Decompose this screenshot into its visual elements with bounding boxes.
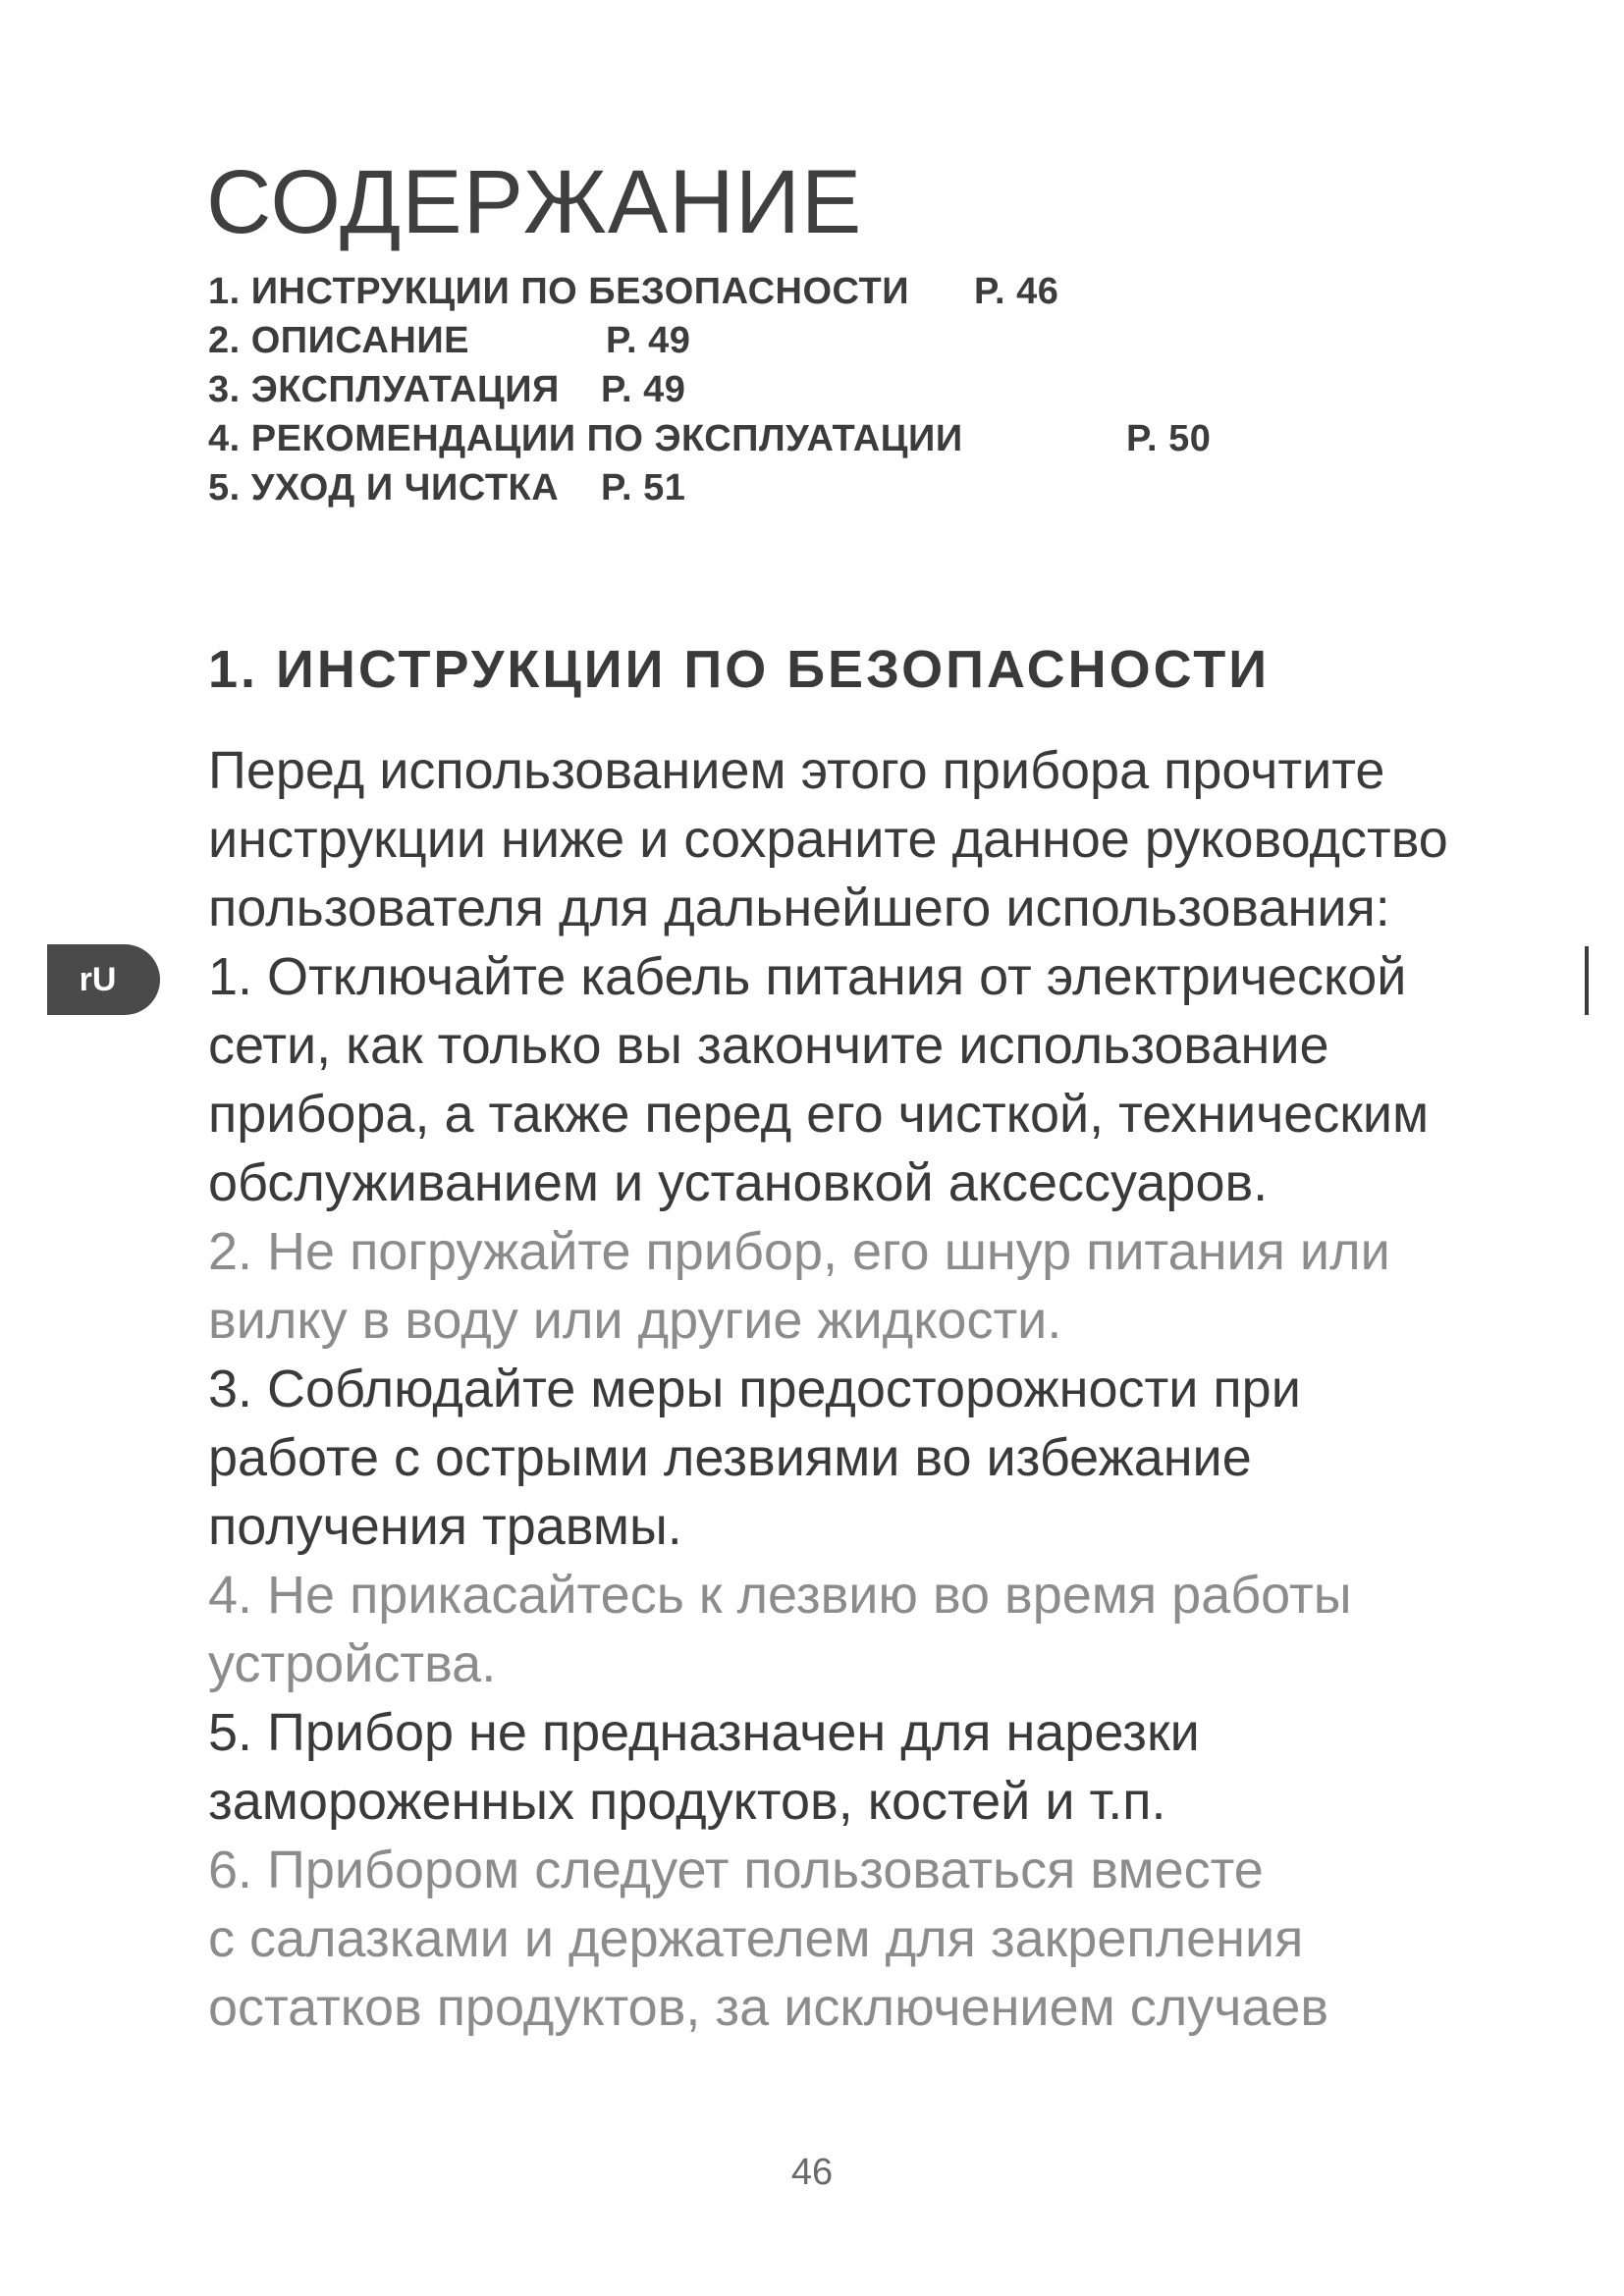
toc-item-page: P. 46 (974, 271, 1059, 312)
language-tab: rU (47, 944, 160, 1015)
toc-item-page: P. 49 (601, 369, 686, 410)
toc-item-page: P. 50 (1126, 418, 1212, 459)
text-line: замороженных продуктов, костей и т.п. (208, 1772, 1166, 1831)
text-line: 3. Соблюдайте меры предосторожности при (208, 1360, 1301, 1418)
text-line: 5. Прибор не предназначен для нарезки (208, 1703, 1200, 1762)
intro-paragraph (208, 736, 1524, 942)
toc-item-page: P. 49 (606, 320, 691, 361)
toc-item (208, 414, 1212, 463)
text-line: инструкции ниже и сохраните данное руководство (208, 810, 1448, 869)
instruction-item-5 (208, 1698, 1524, 1836)
toc-item-label: 3. ЭКСПЛУАТАЦИЯ (208, 369, 560, 410)
text-line: сети, как только вы закончите использование (208, 1016, 1329, 1075)
text-line: Перед использованием этого прибора прочтите (208, 741, 1385, 800)
instruction-item-6 (208, 1836, 1524, 2042)
section-heading: 1. ИНСТРУКЦИИ ПО БЕЗОПАСНОСТИ (208, 640, 1271, 699)
instruction-item-3 (208, 1355, 1524, 1561)
text-line: 4. Не прикасайтесь к лезвию во время работы (208, 1566, 1352, 1625)
text-line: пользователя для дальнейшего использования: (208, 879, 1390, 937)
toc-item-label: 4. РЕКОМЕНДАЦИИ ПО ЭКСПЛУАТАЦИИ (208, 418, 963, 459)
text-line: остатков продуктов, за исключением случаев (208, 1978, 1329, 2037)
toc-title: СОДЕРЖАНИЕ (206, 152, 863, 252)
text-line: 1. Отключайте кабель питания от электрической (208, 947, 1407, 1006)
toc-item-page: P. 51 (601, 467, 686, 508)
toc-item (208, 463, 963, 512)
text-line: получения травмы. (208, 1497, 682, 1556)
instruction-item-2 (208, 1217, 1524, 1355)
toc-item-label: 1. ИНСТРУКЦИИ ПО БЕЗОПАСНОСТИ (208, 271, 910, 312)
instruction-item-1 (208, 942, 1524, 1217)
text-line: прибора, а также перед его чисткой, техническим (208, 1085, 1430, 1144)
toc-item-label: 2. ОПИСАНИЕ (208, 320, 469, 361)
table-of-contents (208, 267, 1212, 512)
text-line: с салазками и держателем для закрепления (208, 1909, 1304, 1968)
text-line: устройства. (208, 1634, 497, 1693)
page-edge-marker (1585, 946, 1589, 1015)
toc-item (208, 267, 1059, 316)
toc-item (208, 316, 963, 365)
instruction-item-4 (208, 1561, 1524, 1698)
text-line: 6. Прибором следует пользоваться вместе (208, 1841, 1264, 1899)
text-line: обслуживанием и установкой аксессуаров. (208, 1153, 1269, 1212)
toc-item (208, 365, 963, 414)
safety-instructions (208, 736, 1524, 2042)
text-line: работе с острыми лезвиями во избежание (208, 1428, 1252, 1487)
text-line: 2. Не погружайте прибор, его шнур питания или (208, 1222, 1390, 1281)
page-number: 46 (790, 2152, 834, 2193)
text-line: вилку в воду или другие жидкости. (208, 1291, 1062, 1350)
toc-item-label: 5. УХОД И ЧИСТКА (208, 467, 560, 508)
